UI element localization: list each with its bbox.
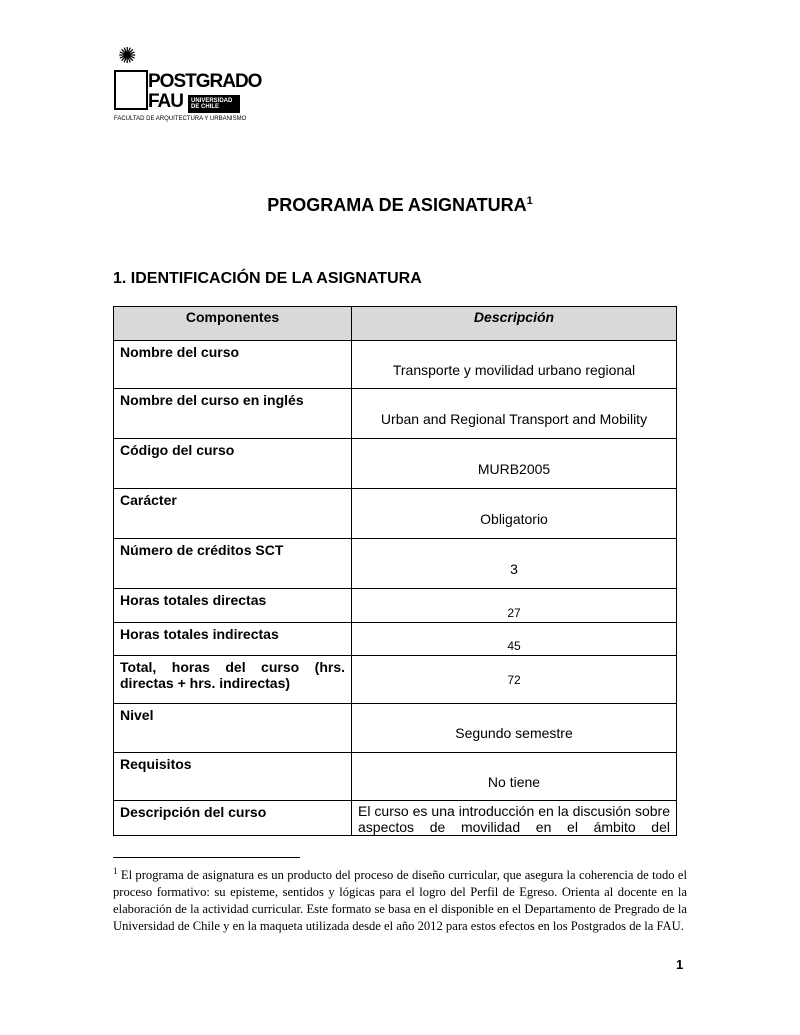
table-row	[114, 539, 677, 589]
course-identification-table	[113, 306, 677, 836]
header-components: Componentes	[114, 307, 352, 341]
coat-of-arms-icon	[114, 70, 148, 110]
table-row	[114, 623, 677, 656]
table-header-row	[114, 307, 677, 341]
table-row	[114, 704, 677, 753]
footnote-text: El programa de asignatura es un producto del proceso de diseño curricular, que asegura la coherencia de todo el proceso formativo: su episteme, sentidos y lógicas para el logro del Perfil de Egreso. Orienta al docente en la elaboración de la actividad curricular. Este formato se basa en el disponible en el Departamento de Pregrado de la Universidad de Chile y en la maqueta utilizada desde el año 2012 para estos efectos en los Postgrados de la FAU.	[113, 868, 687, 934]
table-row	[114, 753, 677, 801]
row-value: Obligatorio	[352, 489, 677, 539]
row-value: 72	[352, 656, 677, 704]
table-row	[114, 439, 677, 489]
postgrado-fau-logo	[110, 43, 262, 132]
row-label: Horas totales directas	[114, 589, 352, 623]
footnote-number: 1	[113, 866, 118, 876]
row-label: Código del curso	[114, 439, 352, 489]
header-description: Descripción	[352, 307, 677, 341]
row-label: Horas totales indirectas	[114, 623, 352, 656]
row-value: Segundo semestre	[352, 704, 677, 753]
row-label: Total, horas del curso (hrs. directas + hrs. indirectas)	[114, 656, 352, 704]
table-row	[114, 389, 677, 439]
page-title	[0, 195, 800, 216]
row-value: 45	[352, 623, 677, 656]
title-text: PROGRAMA DE ASIGNATURA	[267, 195, 527, 215]
sun-star-icon: ✺	[118, 43, 137, 68]
row-label: Número de créditos SCT	[114, 539, 352, 589]
row-value: El curso es una introducción en la discusión sobre aspectos de movilidad en el ámbito del	[352, 801, 677, 836]
row-label: Nombre del curso en inglés	[114, 389, 352, 439]
logo-university: UNIVERSIDAD DE CHILE	[188, 95, 240, 113]
logo-faculty: FACULTAD DE ARQUITECTURA Y URBANISMO	[114, 116, 247, 122]
table-row	[114, 589, 677, 623]
row-value: 27	[352, 589, 677, 623]
table-row	[114, 489, 677, 539]
section-heading: 1. IDENTIFICACIÓN DE LA ASIGNATURA	[113, 270, 422, 287]
logo-title: POSTGRADO	[148, 71, 262, 92]
table-row	[114, 801, 677, 836]
row-value: Transporte y movilidad urbano regional	[352, 341, 677, 389]
row-label: Nombre del curso	[114, 341, 352, 389]
table-row	[114, 341, 677, 389]
row-value: 3	[352, 539, 677, 589]
logo-fau: FAU	[148, 91, 183, 112]
row-label: Nivel	[114, 704, 352, 753]
row-value: Urban and Regional Transport and Mobility	[352, 389, 677, 439]
footnote-ref: 1	[526, 195, 533, 207]
row-value: MURB2005	[352, 439, 677, 489]
footnote-divider	[113, 857, 300, 858]
table-row	[114, 656, 677, 704]
row-value: No tiene	[352, 753, 677, 801]
page-number: 1	[676, 957, 684, 972]
row-label: Requisitos	[114, 753, 352, 801]
row-label: Carácter	[114, 489, 352, 539]
footnote	[113, 863, 687, 935]
row-label: Descripción del curso	[114, 801, 352, 836]
